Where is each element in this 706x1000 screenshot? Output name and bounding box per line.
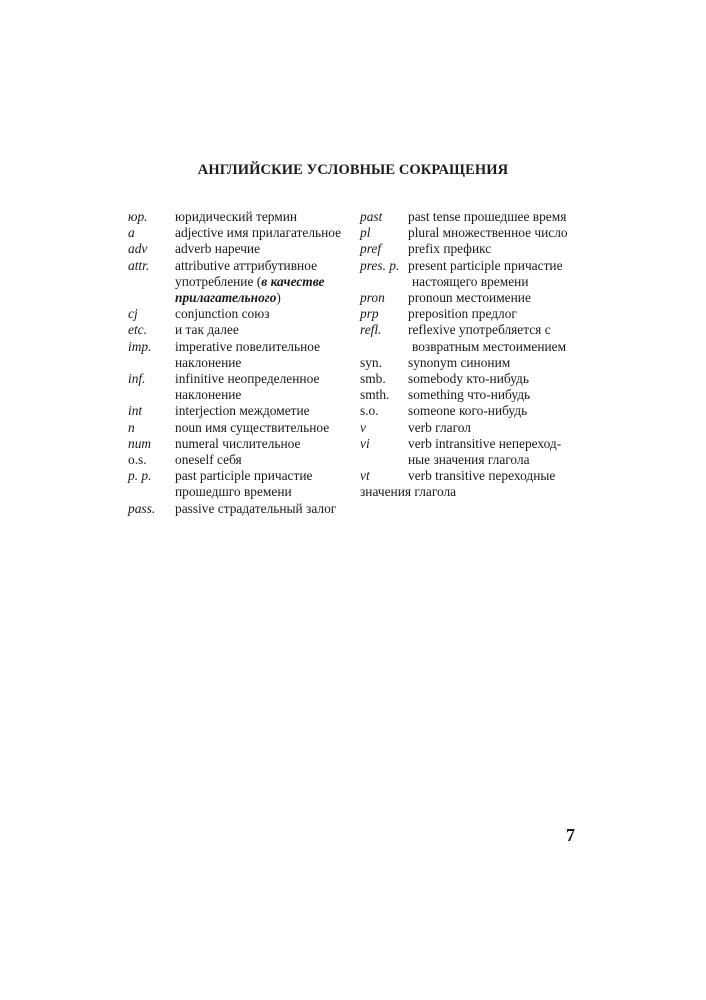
abbreviation-entry — [128, 501, 360, 517]
abbreviation-term: pl — [360, 225, 371, 241]
abbreviation-entry — [128, 241, 360, 257]
abbreviation-definition: prefix префикс — [408, 241, 492, 257]
abbreviation-definition: reflexive употребляется с возвратным местоимением — [408, 322, 567, 354]
abbreviation-definition: verb глагол — [408, 419, 471, 435]
abbreviation-term: past — [360, 209, 383, 224]
abbreviation-definition: infinitive неопределенное наклонение — [175, 371, 320, 403]
abbreviation-term: s.o. — [360, 403, 379, 419]
abbreviation-definition: present participle причастие настоящего времени — [408, 257, 563, 289]
page-number: 7 — [566, 825, 575, 845]
abbreviation-entry-continuation — [360, 484, 590, 500]
abbreviation-term: adv — [128, 241, 148, 257]
abbreviation-entry — [128, 306, 360, 322]
abbreviation-term: pref — [360, 241, 382, 257]
abbreviation-entry — [128, 209, 360, 225]
abbreviation-definition: oneself себя — [175, 452, 242, 468]
abbreviation-entry — [128, 436, 360, 452]
abbreviation-entry — [128, 322, 360, 338]
abbreviation-definition: synonym синоним — [408, 354, 511, 370]
abbreviation-term: cj — [128, 306, 138, 322]
abbreviation-entry — [360, 306, 590, 322]
abbreviation-term: o.s. — [128, 452, 147, 468]
abbreviation-entry — [128, 339, 360, 371]
abbreviation-definition: past participle причастие прошедшго времени — [175, 468, 313, 500]
page-title: АНГЛИЙСКИЕ УСЛОВНЫЕ СОКРАЩЕНИЯ — [197, 162, 509, 178]
abbreviation-entry — [360, 371, 590, 387]
abbreviation-term: syn. — [360, 354, 382, 370]
abbreviation-definition: adjective имя прилагательное — [175, 225, 342, 241]
abbreviation-entry — [360, 436, 590, 468]
abbreviation-entry — [360, 403, 590, 419]
abbreviation-definition: interjection междометие — [175, 403, 310, 419]
abbreviation-entry — [360, 420, 590, 436]
abbreviation-entry — [128, 258, 360, 307]
abbreviation-entry — [128, 420, 360, 436]
abbreviation-definition: значения глагола — [360, 484, 457, 500]
abbreviation-definition: юридический термин — [175, 209, 298, 224]
abbreviation-term: int — [128, 403, 143, 419]
abbreviation-term: prp — [360, 306, 379, 322]
abbreviation-definition: noun имя существительное — [175, 419, 330, 435]
abbreviation-definition: imperative повелительное наклонение — [175, 338, 321, 370]
abbreviation-term: vi — [360, 435, 370, 451]
abbreviation-term: refl. — [360, 322, 382, 338]
abbreviation-term: pron — [360, 290, 385, 306]
abbreviation-definition: plural множественное число — [408, 225, 568, 241]
abbreviation-entry — [360, 225, 590, 241]
abbreviation-entry — [128, 371, 360, 403]
abbreviation-entry — [360, 209, 590, 225]
abbreviation-term: n — [128, 419, 135, 435]
abbreviation-term: юр. — [128, 209, 148, 224]
abbreviation-entry — [360, 355, 590, 371]
abbreviation-term: pass. — [128, 500, 156, 516]
abbreviation-entry — [360, 258, 590, 290]
abbreviation-definition: someone кого-нибудь — [408, 403, 528, 419]
abbreviation-definition: verb intransitive непереход- ные значения глагола — [408, 435, 562, 468]
abbreviation-term: pres. p. — [360, 257, 400, 273]
abbreviation-term: imp. — [128, 338, 152, 354]
abbreviation-term: p. p. — [128, 468, 152, 484]
abbreviations-left-column — [128, 209, 360, 517]
abbreviation-term: vt — [360, 468, 370, 484]
abbreviation-definition: conjunction союз — [175, 306, 270, 322]
abbreviation-entry — [360, 322, 590, 354]
abbreviation-definition: attributive аттрибутивное употребление (в качестве прилагательного) — [175, 257, 325, 306]
abbreviation-entry — [360, 290, 590, 306]
abbreviation-entry — [128, 403, 360, 419]
abbreviation-term: v — [360, 419, 366, 435]
abbreviation-definition: passive страдательный залог — [175, 500, 337, 516]
abbreviation-term: a — [128, 225, 135, 241]
abbreviation-definition: adverb наречие — [175, 241, 261, 257]
abbreviation-entry — [360, 241, 590, 257]
abbreviation-entry — [128, 452, 360, 468]
abbreviation-entry — [128, 468, 360, 500]
abbreviation-term: num — [128, 435, 152, 451]
abbreviation-entry — [360, 468, 590, 484]
abbreviations-right-column — [360, 209, 590, 501]
abbreviation-definition: verb transitive переходные — [408, 468, 556, 484]
abbreviation-term: inf. — [128, 371, 146, 387]
abbreviation-term: smth. — [360, 387, 390, 403]
abbreviation-term: smb. — [360, 371, 386, 387]
abbreviation-definition: something что-нибудь — [408, 387, 531, 403]
abbreviation-entry — [128, 225, 360, 241]
abbreviation-definition: somebody кто-нибудь — [408, 371, 529, 387]
abbreviation-term: attr. — [128, 257, 150, 273]
abbreviation-definition: pronoun местоимение — [408, 290, 531, 306]
abbreviation-definition: past tense прошедшее время — [408, 209, 567, 224]
abbreviation-entry — [360, 387, 590, 403]
abbreviation-definition: preposition предлог — [408, 306, 517, 322]
abbreviation-definition: и так далее — [175, 322, 239, 338]
abbreviation-definition: numeral числительное — [175, 435, 301, 451]
abbreviation-term: etc. — [128, 322, 147, 338]
